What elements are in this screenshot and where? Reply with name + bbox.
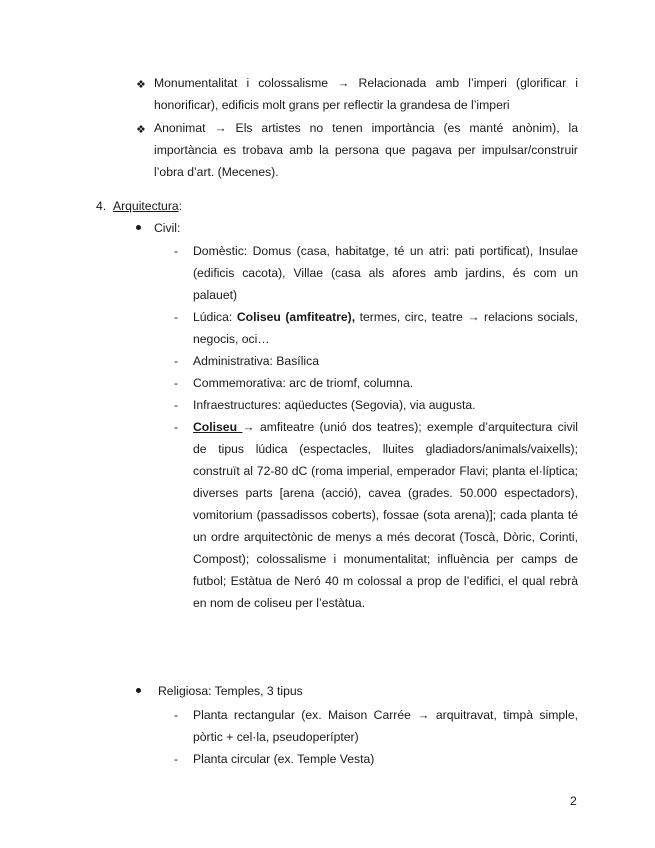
arrow-icon: → [337, 76, 350, 90]
civil-item-administrativa: Administrativa: Basílica [193, 354, 319, 368]
feature-monumentalitat-line2: honorificar), edificis molt grans per reflectir la grandesa de l’imperi [154, 98, 510, 112]
page-number: 2 [570, 794, 577, 808]
dash-icon: - [174, 354, 179, 368]
religiosa-label: Religiosa: Temples, 3 tipus [158, 684, 303, 698]
bullet-dot-icon [136, 688, 141, 693]
civil-item-commemorativa: Commemorativa: arc de triomf, columna. [193, 376, 414, 390]
diamond-bullet-icon: ❖ [136, 124, 146, 136]
diamond-bullet-icon: ❖ [136, 79, 146, 91]
civil-item-infraestructures: Infraestructures: aqüeductes (Segovia), via augusta. [193, 398, 476, 412]
dash-icon: - [174, 244, 179, 258]
section-title: Arquitectura [112, 199, 179, 213]
dash-icon: - [174, 752, 179, 766]
dash-icon: - [174, 376, 179, 390]
religiosa-item-rectangular: Planta rectangular (ex. Maison Carrée → arquitravat, timpà simple, pòrtic + cel·la, pseudoperípter) [193, 708, 578, 744]
civil-item-ludica: Lúdica: Coliseu (amfiteatre), termes, circ, teatre → relacions socials, negocis, oci… [193, 310, 578, 346]
civil-item-domestic: Domèstic: Domus (casa, habitatge, té un atri: pati portificat), Insulae (edificis cacota), Villae (casa als afores amb jardins, és com un palauet) [193, 244, 578, 302]
feature-anonimat-line2: importància es trobava amb la persona que pagava per impulsar/construir [154, 143, 578, 157]
section-heading: 4. Arquitectura: [96, 199, 183, 213]
bullet-dot-icon [136, 225, 141, 230]
dash-icon: - [174, 310, 179, 324]
feature-anonimat-line1: Anonimat → Els artistes no tenen importància (es manté anònim), la [154, 121, 579, 135]
arrow-icon: → [214, 121, 227, 135]
civil-item-coliseu: Coliseu → amfiteatre (unió dos teatres); exemple d’arquitectura civil de tipus lúdica (espectacles, lluites gladiadors/animals/vaixells); construït al 72-80 dC (roma imperial, emperador Flavi; planta el·líptica; diverses parts [arena (acció), cavea (grades. 50.000 espectadors), vomitorium (passadissos coberts), fossae (sota arena)]; cada planta té un ordre arquitectònic de menys a més decorat (Toscà, Dòric, Corinti, Compost); colossalisme i monumentalitat; influència per camps de futbol; Estàtua de Neró 40 m colossal a prop de l’edifici, el qual rebrà en nom de coliseu per l’estàtua. [193, 420, 578, 610]
dash-icon: - [174, 708, 179, 722]
religiosa-item-circular: Planta circular (ex. Temple Vesta) [193, 752, 375, 766]
dash-icon: - [174, 420, 179, 434]
dash-icon: - [174, 398, 179, 412]
feature-anonimat-line3: l’obra d’art. (Mecenes). [154, 165, 279, 179]
section-number: 4. [96, 199, 107, 213]
feature-monumentalitat-line1: Monumentalitat i colossalisme → Relacionada amb l’imperi (glorificar i [154, 76, 578, 90]
civil-label: Civil: [154, 221, 181, 235]
